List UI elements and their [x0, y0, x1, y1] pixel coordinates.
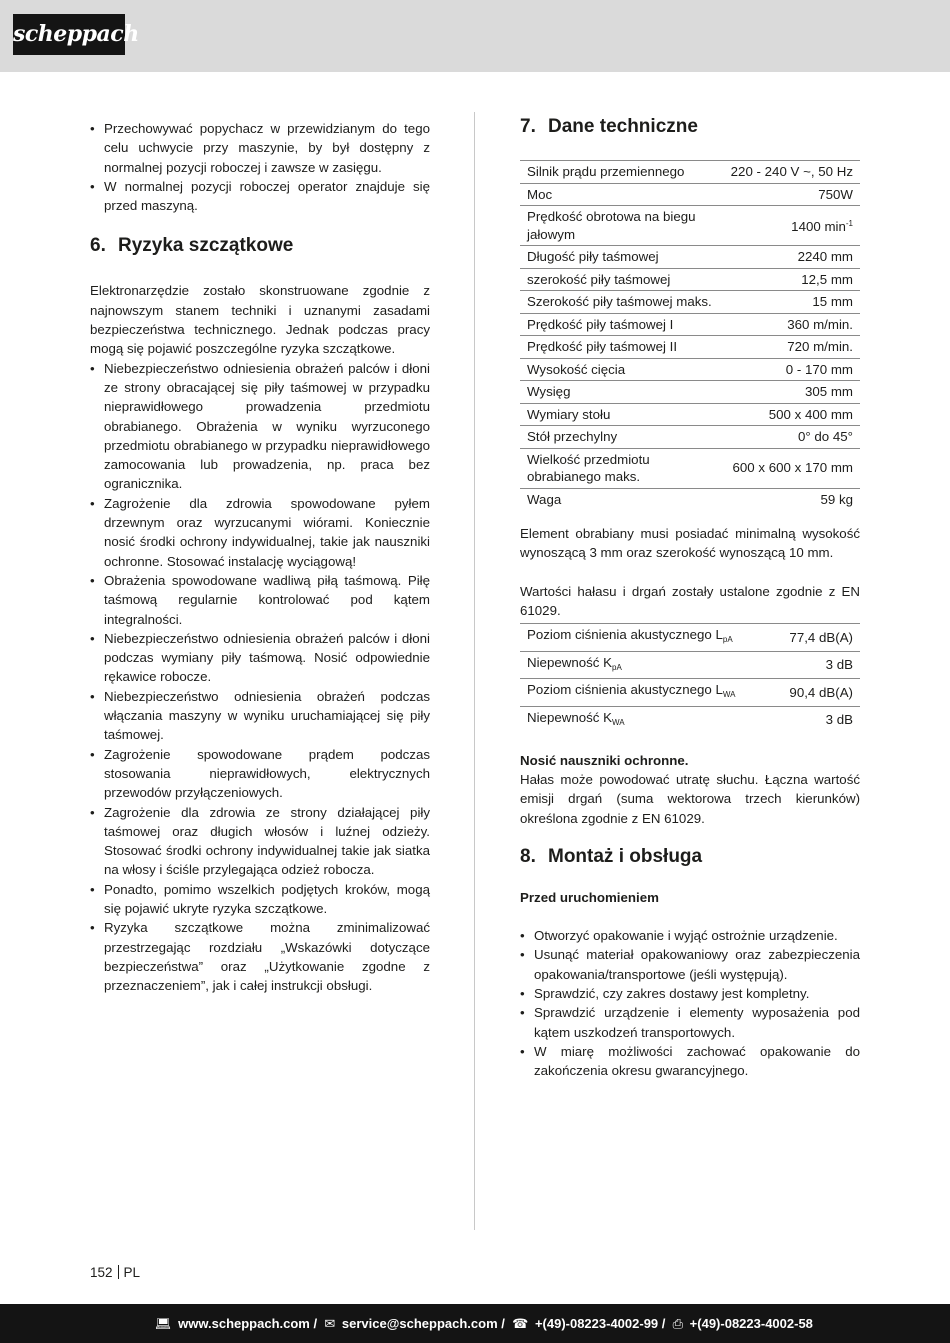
noise-table — [520, 623, 860, 733]
spec-label: Wielkość przedmiotu obrabianego maks. — [520, 448, 720, 488]
section-6-heading — [90, 233, 430, 259]
mail-icon: ✉︎ — [324, 1316, 336, 1331]
spec-value: 600 x 600 x 170 mm — [720, 448, 860, 488]
section-7-heading — [520, 114, 860, 140]
footer-separator: / — [497, 1316, 509, 1331]
section-8-heading — [520, 844, 860, 870]
noise-value: 3 dB — [770, 651, 860, 679]
section-number: 8. — [520, 846, 536, 868]
spec-table — [520, 160, 860, 510]
noise-label — [520, 706, 770, 733]
section-number: 7. — [520, 116, 536, 137]
fax-icon: ⎙︎ — [672, 1316, 684, 1331]
footer-phone[interactable]: +(49)-08223-4002-99 — [534, 1316, 659, 1331]
right-column — [520, 114, 860, 1080]
table-row — [520, 268, 860, 291]
section-title: Dane techniczne — [548, 116, 698, 137]
spec-value: 305 mm — [720, 381, 860, 404]
computer-icon: 💻︎ — [155, 1316, 172, 1331]
spec-label: Wysięg — [520, 381, 720, 404]
intro-bullet-list — [90, 119, 430, 215]
noise-label — [520, 624, 770, 652]
noise-label-text: Niepewność K — [527, 654, 612, 670]
section-title: Montaż i obsługa — [548, 846, 703, 868]
noise-note: Wartości hałasu i drgań zostały ustalone zgodnie z EN 61029. — [520, 583, 860, 618]
table-row — [520, 183, 860, 206]
noise-label-subscript: WA — [722, 690, 736, 700]
table-row — [520, 624, 860, 652]
setup-bullet-list — [520, 926, 860, 1080]
spec-label: Długość piły taśmowej — [520, 246, 720, 269]
section-title: Ryzyka szczątkowe — [118, 235, 294, 257]
left-column — [90, 119, 430, 995]
spec-label: szerokość piły taśmowej — [520, 268, 720, 291]
spec-value: 0° do 45° — [720, 426, 860, 449]
noise-label — [520, 651, 770, 679]
page-number — [90, 1265, 140, 1280]
list-item: • Otworzyć opakowanie i wyjąć ostrożnie urządzenie. — [520, 926, 860, 945]
spec-label: Stół przechylny — [520, 426, 720, 449]
spec-value: 720 m/min. — [720, 336, 860, 359]
spec-value: 0 - 170 mm — [720, 358, 860, 381]
footer-fax[interactable]: +(49)-08223-4002-58 — [689, 1316, 813, 1331]
section-number: 6. — [90, 235, 106, 257]
spec-label: Waga — [527, 491, 562, 507]
noise-label-text: Poziom ciśnienia akustycznego L — [527, 627, 723, 643]
spec-label: Prędkość obrotowa na biegu jałowym — [520, 206, 720, 246]
noise-label-text: Niepewność K — [527, 709, 612, 725]
list-item: • Niebezpieczeństwo odniesienia obrażeń palców i dłoni podczas wymiany piły taśmową. Nosić odpowiednie rękawice robocze. — [90, 629, 430, 687]
noise-value: 90,4 dB(A) — [770, 679, 860, 707]
table-row — [520, 679, 860, 707]
spec-value: 220 - 240 V ~, 50 Hz — [720, 161, 860, 184]
noise-label-text: Poziom ciśnienia akustycznego L — [527, 682, 723, 698]
page-number-separator — [118, 1265, 119, 1279]
spec-value: 2240 mm — [720, 246, 860, 269]
spec-value-text: 1400 min — [791, 219, 846, 235]
ear-protection-text: Hałas może powodować utratę słuchu. Łączna wartość emisji drgań (suma wektorowa trzech kierunków) określona zgodnie z EN 61029. — [520, 772, 860, 826]
noise-label — [520, 679, 770, 707]
spec-value: 59 kg — [820, 491, 853, 507]
phone-icon: ☎︎ — [512, 1316, 529, 1331]
table-row — [520, 246, 860, 269]
table-row — [520, 403, 860, 426]
table-row — [520, 161, 860, 184]
table-row — [520, 448, 860, 488]
footer-website[interactable]: www.scheppach.com — [178, 1316, 310, 1331]
spec-value: 500 x 400 mm — [720, 403, 860, 426]
noise-label-subscript: WA — [612, 717, 625, 727]
list-item: • Obrażenia spowodowane wadliwą piłą taśmową. Piłę taśmową regularnie kontrolować pod kątem integralności. — [90, 571, 430, 629]
spec-value: 12,5 mm — [720, 268, 860, 291]
list-item: • Przechowywać popychacz w przewidzianym do tego celu uchwycie przy maszynie, by był dostępny z normalnej pozycji roboczej i zawsze w zasięgu. — [90, 119, 430, 177]
footer-separator: / — [309, 1316, 321, 1331]
table-row — [520, 313, 860, 336]
page-number-value: 152 — [90, 1265, 113, 1280]
header-bar — [0, 0, 950, 72]
spec-label: Prędkość piły taśmowej II — [520, 336, 720, 359]
noise-label-subscript: pA — [722, 635, 733, 645]
list-item: • Ryzyka szczątkowe można zminimalizować przestrzegając rozdziału „Wskazówki dotyczące bezpieczeństwa” oraz „Użytkowanie zgodne z przeznaczeniem”, jak i całej instrukcji obsługi. — [90, 918, 430, 995]
noise-value: 3 dB — [825, 712, 853, 728]
list-item: • Sprawdzić urządzenie i elementy wyposażenia pod kątem uszkodzeń transportowych. — [520, 1003, 860, 1042]
list-item: • Sprawdzić, czy zakres dostawy jest kompletny. — [520, 984, 860, 1003]
workpiece-note: Element obrabiany musi posiadać minimalną wysokość wynoszącą 3 mm oraz szerokość wynoszącą 10 mm. — [520, 526, 860, 561]
spec-label: Prędkość piły taśmowej I — [520, 313, 720, 336]
section-6-intro: Elektronarzędzie zostało skonstruowane zgodnie z najnowszym stanem techniki i uznanymi zasadami bezpieczeństwa technicznego. Jednak podczas pracy mogą się pojawić poszczególne ryzyka szczątkowe. — [90, 283, 430, 357]
list-item: • Usunąć materiał opakowaniowy oraz zabezpieczenia opakowania/transportowe (jeśli występują). — [520, 945, 860, 984]
noise-value: 77,4 dB(A) — [770, 624, 860, 652]
table-row — [520, 381, 860, 404]
page-language: PL — [123, 1265, 141, 1280]
noise-label-subscript: pA — [612, 662, 622, 672]
list-item: • W miarę możliwości zachować opakowanie do zakończenia okresu gwarancyjnego. — [520, 1042, 860, 1081]
table-row — [520, 206, 860, 246]
risk-bullet-list — [90, 359, 430, 996]
footer-email[interactable]: service@scheppach.com — [341, 1316, 498, 1331]
list-item: • Niebezpieczeństwo odniesienia obrażeń palców i dłoni ze strony obracającej się piły taśmowej w przypadku nieprawidłowego prowadzenia przedmiotu obrabianego. Obrażenia w wyniku wyrzuconego przedmiotu obrabianego w przypadku nieprawidłowego zamocowania lub prowadzenia, np. praca bez ogranicznika. — [90, 359, 430, 494]
footer-separator: / — [658, 1316, 670, 1331]
list-item: • Niebezpieczeństwo odniesienia obrażeń podczas włączania maszyny w wyniku uruchamiającej się piły taśmowej. — [90, 687, 430, 745]
footer-bar — [0, 1304, 950, 1343]
list-item: • Zagrożenie dla zdrowia ze strony działającej piły taśmowej oraz długich włosów i luźnej odzieży. Stosować środki ochrony indywidualnej takie jak siatka na włosy i ściśle przylegająca odzież robocza. — [90, 803, 430, 880]
list-item: • Ponadto, pomimo wszelkich podjętych kroków, mogą się pojawić ukryte ryzyka szczątkowe. — [90, 880, 430, 919]
brand-logo: scheppach — [13, 14, 125, 55]
table-row — [520, 358, 860, 381]
spec-label: Silnik prądu przemiennego — [520, 161, 720, 184]
table-row — [520, 426, 860, 449]
spec-value: 360 m/min. — [720, 313, 860, 336]
spec-label: Moc — [520, 183, 720, 206]
column-divider — [474, 112, 475, 1230]
table-row — [520, 291, 860, 314]
spec-label: Wymiary stołu — [520, 403, 720, 426]
spec-value: 750W — [720, 183, 860, 206]
list-item: • W normalnej pozycji roboczej operator znajduje się przed maszyną. — [90, 177, 430, 216]
table-row — [520, 336, 860, 359]
before-start-heading: Przed uruchomieniem — [520, 890, 659, 906]
list-item: • Zagrożenie spowodowane prądem podczas stosowania nieprawidłowych, elektrycznych przewodów przyłączeniowych. — [90, 745, 430, 803]
spec-value: 15 mm — [720, 291, 860, 314]
spec-label: Wysokość cięcia — [520, 358, 720, 381]
ear-protection-heading: Nosić nauszniki ochronne. — [520, 753, 689, 769]
table-row — [520, 706, 860, 733]
table-row — [520, 488, 860, 510]
spec-value — [720, 206, 860, 246]
table-row — [520, 651, 860, 679]
spec-label: Szerokość piły taśmowej maks. — [520, 291, 720, 314]
list-item: • Zagrożenie dla zdrowia spowodowane pyłem drzewnym oraz wyrzucanymi wiórami. Koniecznie nosić środki ochrony indywidualnej, takie jak nauszniki ochronne. Stosować instalację wyciągową! — [90, 494, 430, 571]
spec-value-exponent: -1 — [845, 219, 853, 229]
